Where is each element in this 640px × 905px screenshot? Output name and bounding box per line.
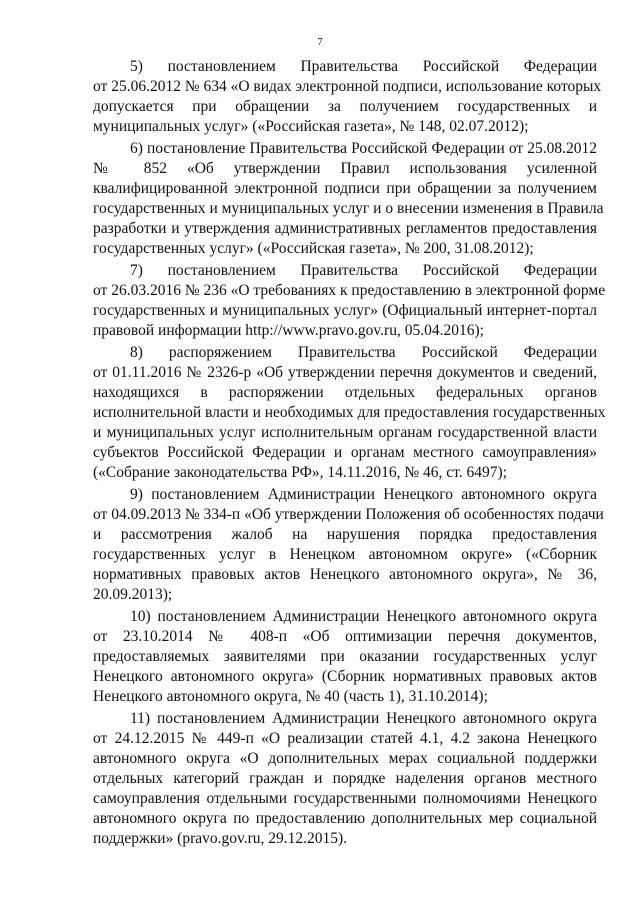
item-7-line-3: государственных и муниципальных услуг» (Официальный интернет-портал — [93, 302, 597, 319]
item-6-line-5: разработки и утверждения административных регламентов предоставления — [93, 220, 597, 237]
item-11-line-5: самоуправления отдельными государственными полномочиями Ненецкого — [93, 790, 597, 807]
item-8-line-2: от 01.11.2016 № 2326-р «Об утверждении перечня документов и сведений, — [93, 364, 597, 381]
item-8-line-7: («Собрание законодательства РФ», 14.11.2016, № 46, ст. 6497); — [93, 464, 507, 481]
item-6-line-4: государственных и муниципальных услуг и о внесении изменения в Правила — [93, 200, 604, 217]
item-7-line-4: правовой информации http://www.pravo.gov.ru, 05.04.2016); — [93, 322, 484, 339]
item-5-line-2: от 25.06.2012 № 634 «О видах электронной подписи, использование которых — [93, 78, 602, 95]
item-8-line-6: субъектов Российской Федерации и органам местного самоуправления» — [93, 444, 597, 461]
item-10-line-4: Ненецкого автономного округа» (Сборник нормативных правовых актов — [93, 668, 597, 685]
item-5-line-3: допускается при обращении за получением государственных и — [93, 98, 597, 115]
item-10-line-3: предоставляемых заявителями при оказании государственных услуг — [93, 648, 597, 665]
item-6-line-1: 6) постановление Правительства Российской Федерации от 25.08.2012 — [130, 140, 597, 157]
item-5-line-4: муниципальных услуг» («Российская газета», № 148, 02.07.2012); — [93, 118, 529, 135]
item-9-line-4: государственных услуг в Ненецком автономном округе» («Сборник — [93, 546, 597, 563]
page-number: 7 — [317, 36, 323, 48]
item-11-line-7: поддержки» (pravo.gov.ru, 29.12.2015). — [93, 830, 348, 847]
item-11-line-2: от 24.12.2015 № 449-п «О реализации статей 4.1, 4.2 закона Ненецкого — [93, 730, 597, 747]
item-9-line-2: от 04.09.2013 № 334-п «Об утверждении Положения об особенностях подачи — [93, 506, 604, 523]
item-6-line-2: № 852 «Об утверждении Правил использования усиленной — [93, 160, 597, 177]
item-8-line-5: и муниципальных услуг исполнительным органам государственной власти — [93, 424, 597, 441]
item-9-line-6: 20.09.2013); — [93, 586, 173, 603]
item-10-line-2: от 23.10.2014 № 408-п «Об оптимизации перечня документов, — [93, 628, 597, 645]
item-11-line-6: автономного округа по предоставлению дополнительных мер социальной — [93, 810, 597, 827]
item-8-line-4: исполнительной власти и необходимых для предоставления государственных — [93, 404, 606, 421]
item-8-line-3: находящихся в распоряжении отдельных федеральных органов — [93, 384, 597, 401]
item-10-line-5: Ненецкого автономного округа, № 40 (часть 1), 31.10.2014); — [93, 688, 488, 705]
item-11-line-4: отдельных категорий граждан и порядке наделения органов местного — [93, 770, 597, 787]
item-9-line-3: и рассмотрения жалоб на нарушения порядка предоставления — [93, 526, 597, 543]
item-7-line-2: от 26.03.2016 № 236 «О требованиях к предоставлению в электронной форме — [93, 282, 606, 299]
item-11-line-1: 11) постановлением Администрации Ненецкого автономного округа — [130, 710, 597, 727]
item-7-line-1: 7) постановлением Правительства Российской Федерации — [130, 262, 597, 279]
item-6-line-3: квалифицированной электронной подписи при обращении за получением — [93, 180, 597, 197]
item-9-line-5: нормативных правовых актов Ненецкого автономного округа», № 36, — [93, 566, 597, 583]
item-10-line-1: 10) постановлением Администрации Ненецкого автономного округа — [130, 608, 597, 625]
item-5-line-1: 5) постановлением Правительства Российской Федерации — [130, 58, 597, 75]
item-11-line-3: автономного округа «О дополнительных мерах социальной поддержки — [93, 750, 597, 767]
item-8-line-1: 8) распоряжением Правительства Российской Федерации — [130, 344, 597, 361]
item-6-line-6: государственных услуг» («Российская газета», № 200, 31.08.2012); — [93, 240, 534, 257]
item-9-line-1: 9) постановлением Администрации Ненецкого автономного округа — [130, 486, 597, 503]
